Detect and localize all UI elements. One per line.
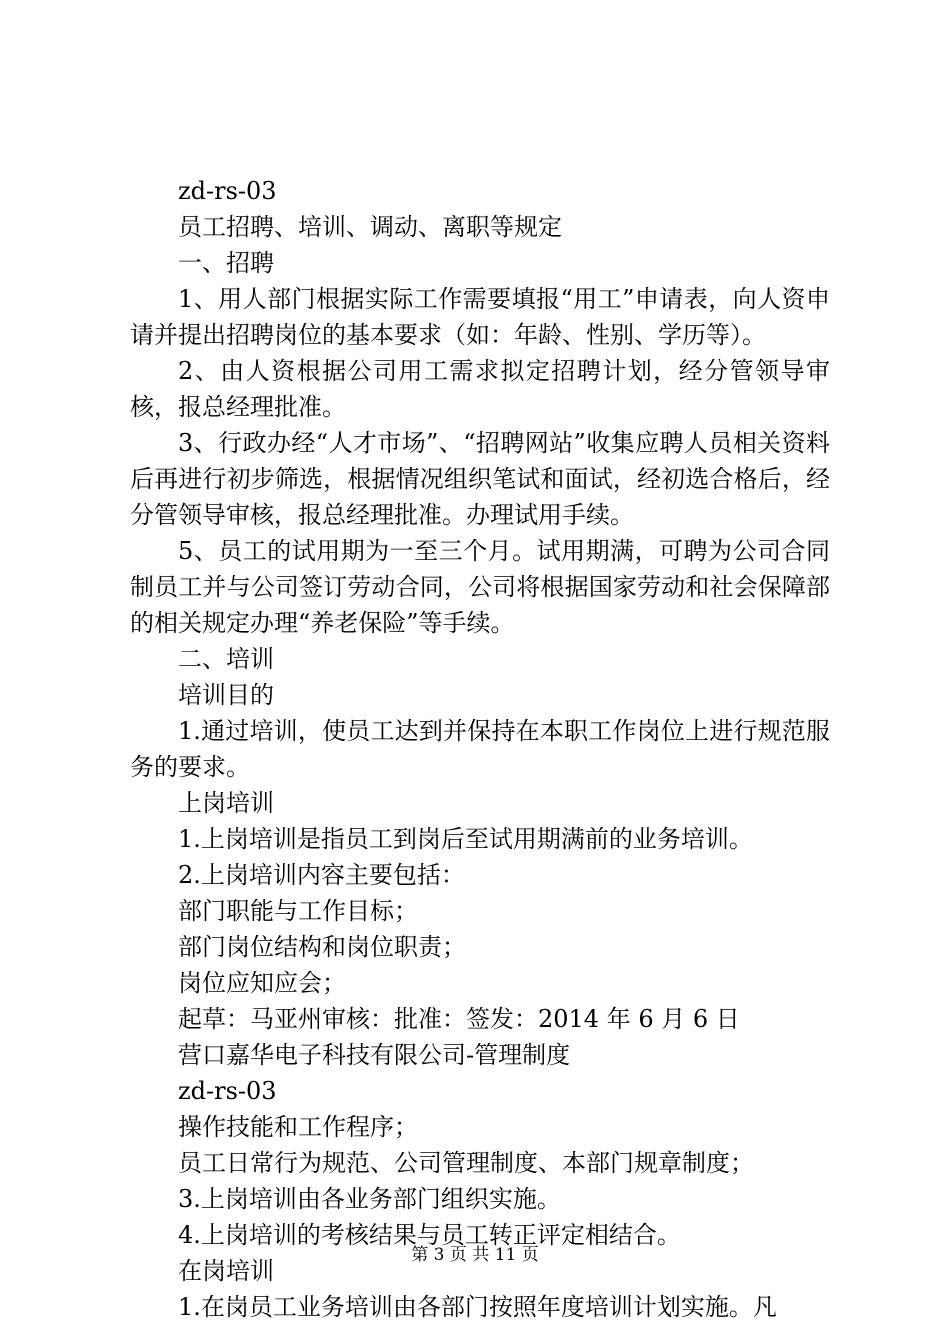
- paragraph: 1.通过培训，使员工达到并保持在本职工作岗位上进行规范服务的要求。: [130, 717, 830, 781]
- text-line: 4.上岗培训的考核结果与员工转正评定相结合。: [178, 1221, 681, 1249]
- paragraph: 1、用人部门根据实际工作需要填报“用工”申请表，向人资申请并提出招聘岗位的基本要求（如：年龄、性别、学历等）。: [130, 285, 830, 349]
- doc-title: 员工招聘、培训、调动、离职等规定: [178, 213, 562, 241]
- document-body: [130, 173, 830, 1325]
- company-header: 营口嘉华电子科技有限公司-管理制度: [178, 1041, 571, 1069]
- text-line: 3.上岗培训由各业务部门组织实施。: [178, 1185, 561, 1213]
- subheading: 上岗培训: [178, 789, 274, 817]
- section-heading-recruitment: 一、招聘: [178, 249, 274, 277]
- text-line: 操作技能和工作程序；: [178, 1113, 418, 1141]
- paragraph: 2、由人资根据公司用工需求拟定招聘计划，经分管领导审核，报总经理批准。: [130, 357, 830, 421]
- subheading: 培训目的: [178, 681, 274, 709]
- text-line: 部门岗位结构和岗位职责；: [178, 933, 466, 961]
- text-line: 1.上岗培训是指员工到岗后至试用期满前的业务培训。: [178, 825, 753, 853]
- page-number: 第 3 页 共 11 页: [411, 1245, 539, 1265]
- text-line: 岗位应知应会；: [178, 969, 346, 997]
- text-line: 部门职能与工作目标；: [178, 897, 418, 925]
- page-footer: [0, 1243, 950, 1267]
- paragraph: 3、行政办经“人才市场”、“招聘网站”收集应聘人员相关资料后再进行初步筛选，根据情况组织笔试和面试，经初选合格后，经分管领导审核，报总经理批准。办理试用手续。: [130, 429, 830, 529]
- text-line: 2.上岗培训内容主要包括：: [178, 861, 465, 889]
- subheading: 在岗培训: [178, 1257, 274, 1285]
- text-line: 员工日常行为规范、公司管理制度、本部门规章制度；: [178, 1149, 754, 1177]
- doc-code: zd-rs-03: [178, 177, 277, 205]
- signoff-line: 起草：马亚州审核：批准：签发：2014 年 6 月 6 日: [178, 1005, 740, 1033]
- section-heading-training: 二、培训: [178, 645, 274, 673]
- doc-code: zd-rs-03: [178, 1077, 277, 1105]
- paragraph: 5、员工的试用期为一至三个月。试用期满，可聘为公司合同制员工并与公司签订劳动合同，公司将根据国家劳动和社会保障部的相关规定办理“养老保险”等手续。: [130, 537, 830, 637]
- text-line: 1.在岗员工业务培训由各部门按照年度培训计划实施。凡: [178, 1293, 777, 1321]
